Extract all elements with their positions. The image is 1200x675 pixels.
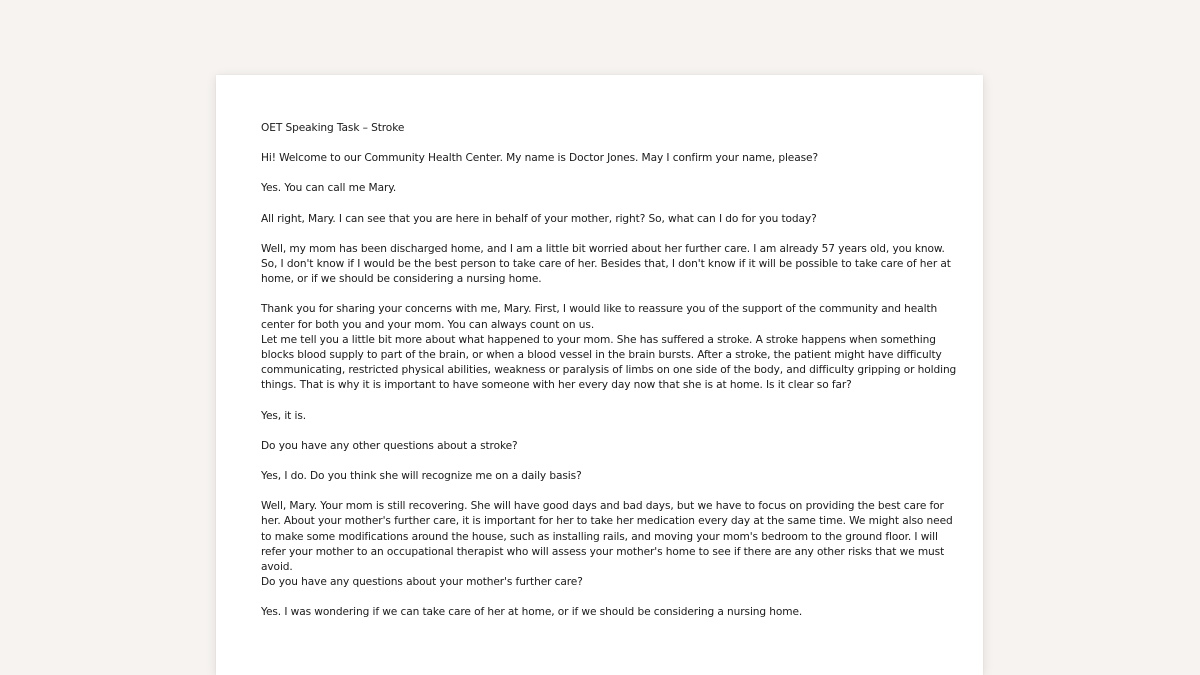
paragraph-list xyxy=(261,151,957,620)
paragraph xyxy=(261,242,951,288)
paragraph xyxy=(261,151,941,166)
text-line: Thank you for sharing your concerns with me, Mary. First, I would like to reassure you of the support of the community and health xyxy=(261,303,938,316)
text-line: things. That is why it is important to have someone with her every day now that she is at home. Is it clear so far? xyxy=(261,379,852,392)
paragraph xyxy=(261,409,941,424)
text-line: Do you have any other questions about a stroke? xyxy=(261,439,518,452)
text-line: Yes, it is. xyxy=(261,409,307,422)
document-page xyxy=(216,75,983,675)
text-line: Yes. You can call me Mary. xyxy=(261,182,397,195)
text-line: Well, my mom has been discharged home, and I am a little bit worried about her further care. I am already 57 years old, you know. xyxy=(261,242,945,255)
text-line: Let me tell you a little bit more about what happened to your mom. She has suffered a stroke. A stroke happens when something xyxy=(261,333,936,346)
text-line: Hi! Welcome to our Community Health Center. My name is Doctor Jones. May I confirm your name, please? xyxy=(261,152,818,165)
document-body xyxy=(261,121,957,636)
text-line: So, I don't know if I would be the best person to take care of her. Besides that, I don't know if it will be possible to take care of her at xyxy=(261,258,951,271)
text-line: Yes, I do. Do you think she will recognize me on a daily basis? xyxy=(261,470,582,483)
paragraph xyxy=(261,499,953,590)
text-line: home, or if we should be considering a nursing home. xyxy=(261,273,542,286)
paragraph xyxy=(261,302,957,393)
paragraph xyxy=(261,439,941,454)
text-line: refer your mother to an occupational therapist who will assess your mother's home to see if there are any other risks that we must xyxy=(261,545,945,558)
text-line: All right, Mary. I can see that you are here in behalf of your mother, right? So, what can I do for you today? xyxy=(261,212,817,225)
paragraph xyxy=(261,181,941,196)
text-line: avoid. xyxy=(261,561,293,574)
paragraph xyxy=(261,212,941,227)
paragraph xyxy=(261,469,941,484)
text-line: Yes. I was wondering if we can take care of her at home, or if we should be considering a nursing home. xyxy=(261,606,803,619)
text-line: Well, Mary. Your mom is still recovering. She will have good days and bad days, but we have to focus on providing the best care for xyxy=(261,500,944,513)
document-title: OET Speaking Task – Stroke xyxy=(261,122,405,134)
text-line: blocks blood supply to part of the brain, or when a blood vessel in the brain bursts. After a stroke, the patient might have difficulty xyxy=(261,349,942,362)
text-line: center for both you and your mom. You can always count on us. xyxy=(261,318,595,331)
paragraph xyxy=(261,605,941,620)
text-line: her. About your mother's further care, it is important for her to take her medication every day at the same time. We might also need xyxy=(261,515,953,528)
text-line: Do you have any questions about your mother's further care? xyxy=(261,576,583,589)
text-line: to make some modifications around the house, such as installing rails, and moving your mom's bedroom to the ground floor. I will xyxy=(261,530,938,543)
text-line: communicating, restricted physical abilities, weakness or paralysis of limbs on one side of the body, and difficulty gripping or holding xyxy=(261,364,957,377)
